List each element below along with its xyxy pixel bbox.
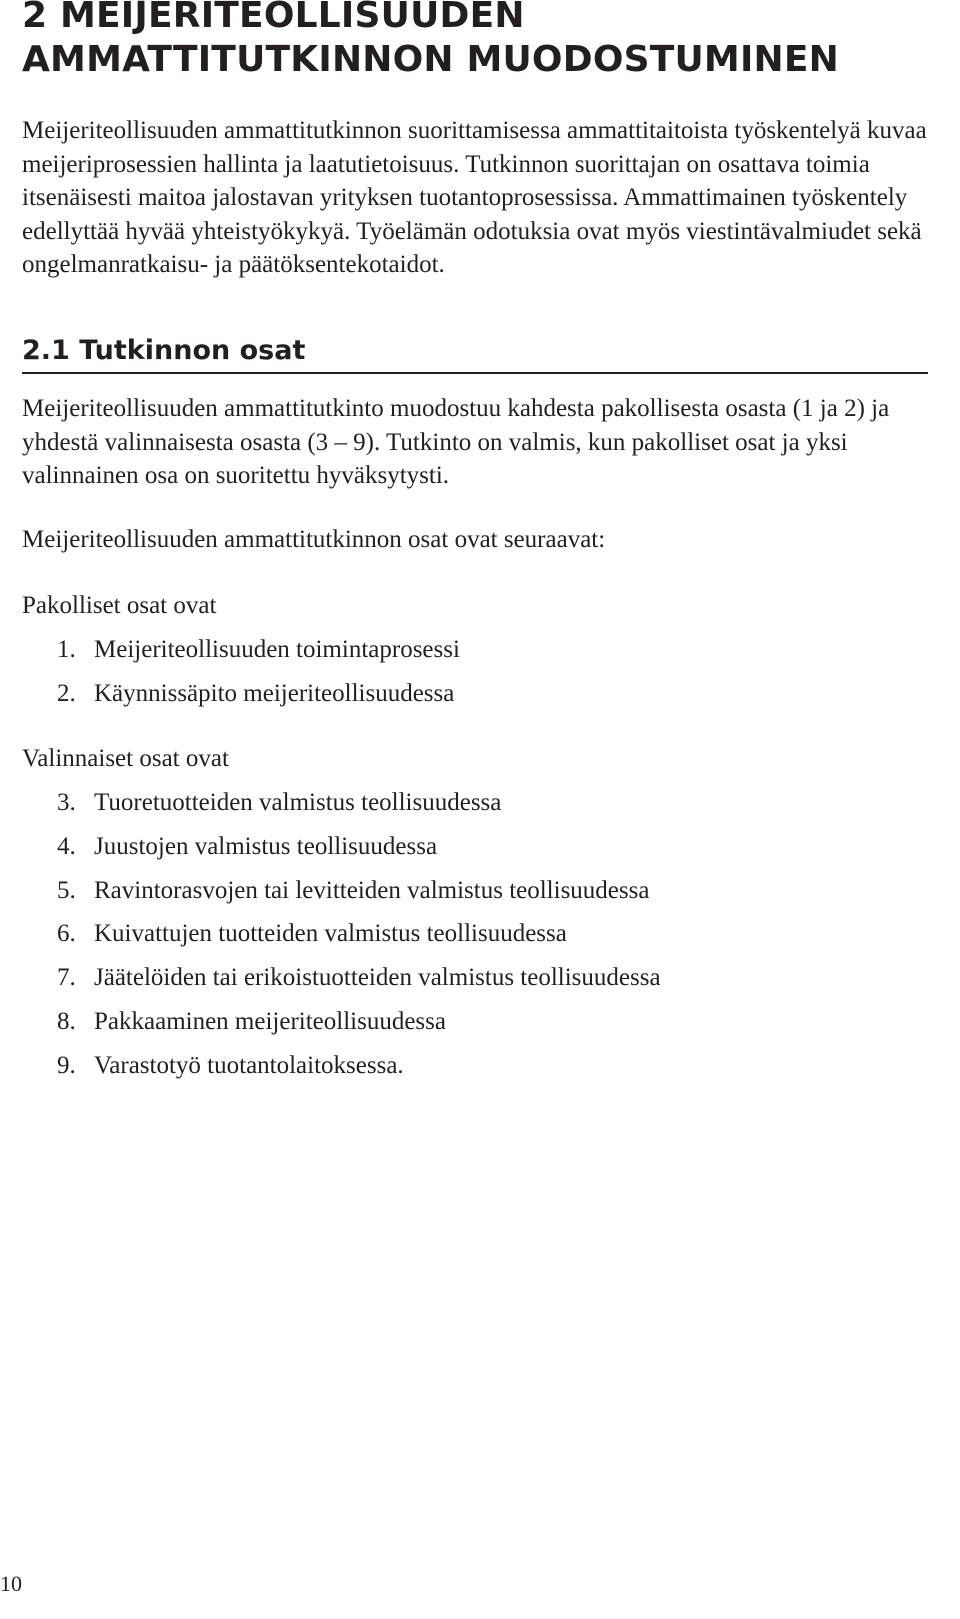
optional-parts-label: Valinnaiset osat ovat <box>22 745 229 772</box>
list-item-number: 8. <box>57 1007 76 1035</box>
list-item-label: Varastotyö tuotantolaitoksessa. <box>94 1051 404 1079</box>
list-item <box>22 633 922 677</box>
list-item-label: Pakkaaminen meijeriteollisuudessa <box>94 1007 446 1035</box>
list-item-number: 6. <box>57 920 76 948</box>
optional-parts-list <box>22 786 922 1093</box>
list-item <box>22 1049 922 1093</box>
section-paragraph-composition: Meijeriteollisuuden ammattitutkinto muodostuu kahdesta pakollisesta osasta (1 ja 2) ja yhdestä valinnaisesta osasta (3 – 9). Tutkinto on valmis, kun pakolliset osat ja yksi valinnainen osa on suoritettu hyväksytysti. <box>22 395 890 489</box>
list-item-label: Tuoretuotteiden valmistus teollisuudessa <box>94 789 502 816</box>
list-item <box>22 961 922 1005</box>
list-item <box>22 917 922 961</box>
list-item-number: 1. <box>57 636 76 663</box>
list-item <box>22 874 922 918</box>
required-parts-list <box>22 633 922 721</box>
list-item-label: Ravintorasvojen tai levitteiden valmistus teollisuudessa <box>94 876 650 904</box>
list-item-label: Käynnissäpito meijeriteollisuudessa <box>94 679 455 707</box>
list-item-number: 5. <box>57 876 76 904</box>
chapter-title: 2 MEIJERITEOLLISUUDEN AMMATTITUTKINNON MUODOSTUMINEN <box>22 0 840 80</box>
list-item-number: 7. <box>57 964 76 992</box>
chapter-intro-paragraph: Meijeriteollisuuden ammattitutkinnon suorittamisessa ammattitaitoista työskentelyä kuvaa meijeriprosessien hallinta ja laatutietoisuus. Tutkinnon suorittajan on osattava toimia itsenäisesti maitoa jalostavan yrityksen tuotantoprosessissa. Ammattimainen työskentely edellyttää hyvää yhteistyökykyä. Työelämän odotuksia ovat myös viestintävalmiudet sekä ongelmanratkaisu- ja päätöksentekotaidot. <box>22 117 927 278</box>
list-item-label: Jäätelöiden tai erikoistuotteiden valmistus teollisuudessa <box>94 964 661 992</box>
list-item <box>22 1005 922 1049</box>
list-item-number: 3. <box>57 789 76 816</box>
section-paragraph-parts-intro: Meijeriteollisuuden ammattitutkinnon osat ovat seuraavat: <box>22 526 606 553</box>
list-item-label: Juustojen valmistus teollisuudessa <box>94 832 438 860</box>
section-heading: 2.1 Tutkinnon osat <box>22 330 928 374</box>
list-item <box>22 830 922 874</box>
list-item <box>22 786 922 830</box>
page-number: 10 <box>0 1571 22 1596</box>
required-parts-label: Pakolliset osat ovat <box>22 592 217 619</box>
list-item-number: 4. <box>57 832 76 860</box>
list-item-label: Meijeriteollisuuden toimintaprosessi <box>94 636 460 663</box>
list-item-number: 9. <box>57 1051 76 1079</box>
list-item-label: Kuivattujen tuotteiden valmistus teollisuudessa <box>94 920 567 948</box>
list-item-number: 2. <box>57 679 76 707</box>
list-item <box>22 677 922 721</box>
